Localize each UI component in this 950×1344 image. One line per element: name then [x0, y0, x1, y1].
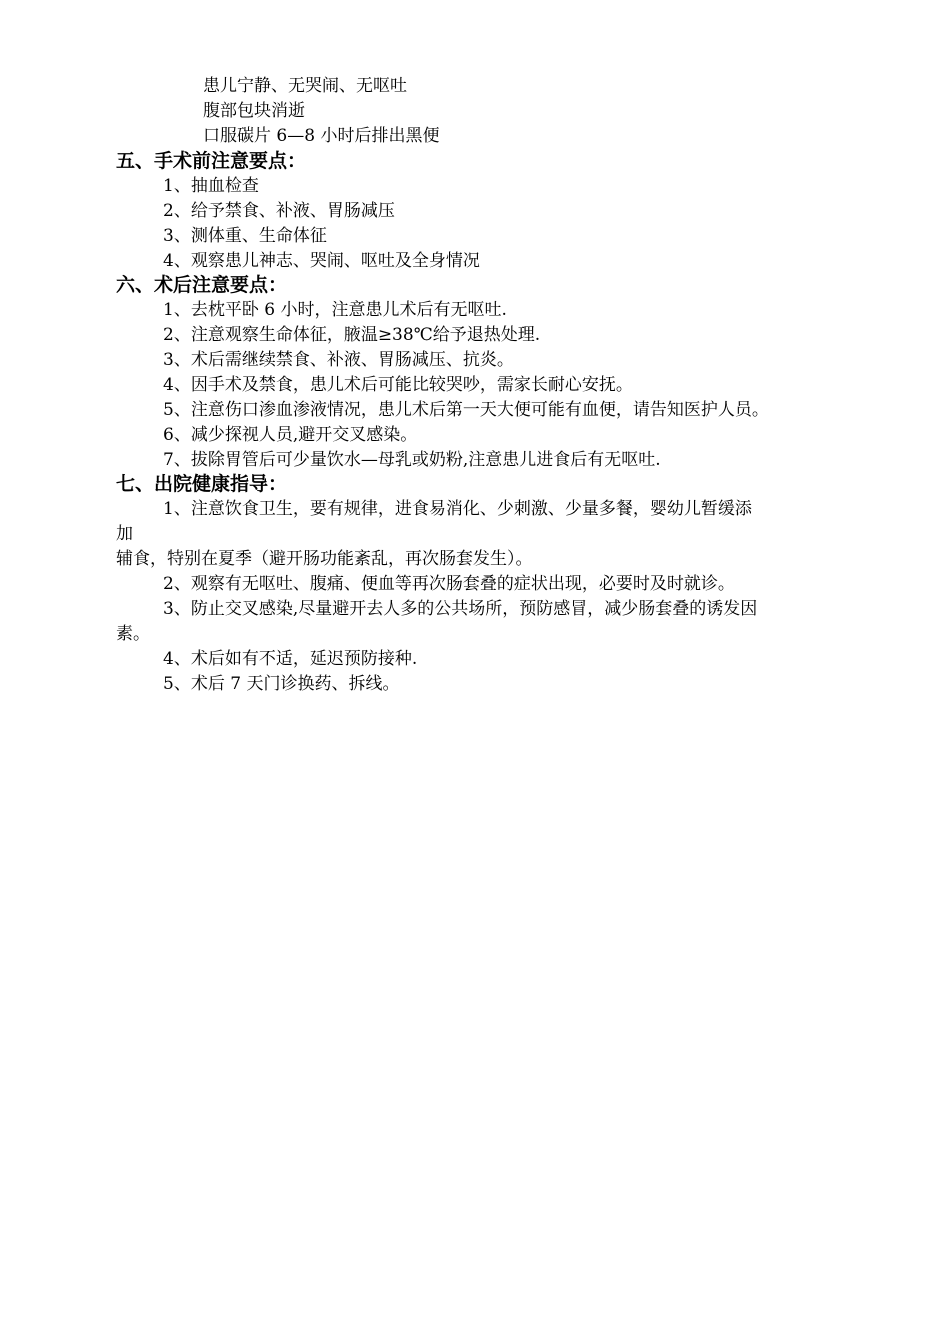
list-item: 4、观察患儿神志、哭闹、呕吐及全身情况 [163, 251, 480, 271]
list-item: 4、术后如有不适，延迟预防接种. [163, 649, 418, 669]
list-item: 1、去枕平卧 6 小时，注意患儿术后有无呕吐. [163, 300, 507, 320]
list-item: 2、给予禁食、补液、胃肠减压 [163, 201, 395, 221]
intro-line: 患儿宁静、无哭闹、无呕吐 [203, 76, 407, 96]
list-item: 1、注意饮食卫生，要有规律，进食易消化、少刺激、少量多餐，婴幼儿暂缓添 [163, 499, 752, 519]
list-item-continuation: 辅食，特别在夏季（避开肠功能紊乱，再次肠套发生）。 [116, 549, 533, 569]
intro-line: 腹部包块消逝 [203, 101, 305, 121]
list-item: 2、观察有无呕吐、腹痛、便血等再次肠套叠的症状出现，必要时及时就诊。 [163, 574, 735, 594]
list-item: 3、术后需继续禁食、补液、胃肠减压、抗炎。 [163, 350, 514, 370]
list-item: 5、注意伤口渗血渗液情况，患儿术后第一天大便可能有血便，请告知医护人员。 [163, 400, 769, 420]
intro-line: 口服碳片 6—8 小时后排出黑便 [203, 126, 440, 146]
section-heading-preop: 五、手术前注意要点： [116, 150, 307, 172]
list-item: 1、抽血检查 [163, 176, 259, 196]
list-item-continuation: 素。 [116, 624, 150, 644]
section-heading-discharge: 七、出院健康指导： [116, 473, 288, 495]
list-item: 4、因手术及禁食，患儿术后可能比较哭吵，需家长耐心安抚。 [163, 375, 633, 395]
list-item: 6、减少探视人员,避开交叉感染。 [163, 425, 418, 445]
list-item: 3、测体重、生命体征 [163, 226, 327, 246]
section-heading-postop: 六、术后注意要点： [116, 274, 288, 296]
list-item: 2、注意观察生命体征，腋温≥38℃给予退热处理. [163, 325, 541, 345]
list-item: 5、术后 7 天门诊换药、拆线。 [163, 674, 400, 694]
list-item: 3、防止交叉感染,尽量避开去人多的公共场所，预防感冒，减少肠套叠的诱发因 [163, 599, 758, 619]
list-item-continuation: 加 [116, 524, 133, 544]
list-item: 7、拔除胃管后可少量饮水—母乳或奶粉,注意患儿进食后有无呕吐. [163, 450, 661, 470]
